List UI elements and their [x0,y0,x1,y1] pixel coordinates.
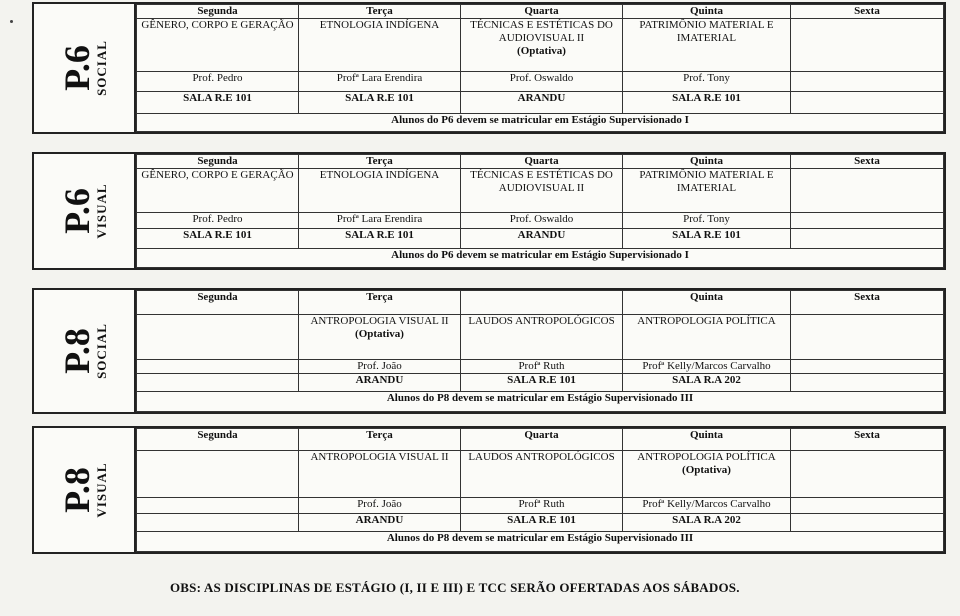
block-label [34,154,136,268]
room-cell: ARANDU [461,228,623,249]
day-header: Quinta [623,5,791,19]
course-cell [299,451,461,497]
course-cell [137,451,299,497]
course-cell [461,19,623,71]
course-title: ANTROPOLOGIA VISUAL II [310,451,449,464]
day-header: Sexta [791,155,944,169]
course-cell [791,169,944,212]
course-title: LAUDOS ANTROPOLÓGICOS [468,315,615,328]
course-title: ANTROPOLOGIA POLÍTICA [637,315,776,328]
day-header: Sexta [791,291,944,315]
course-cell [623,19,791,71]
professor-cell [791,497,944,513]
enrollment-note: Alunos do P8 devem se matricular em Estágio Supervisionado III [137,391,944,411]
track-label: VISUAL [94,462,109,518]
course-cell [623,315,791,359]
professor-cell: Profª Lara Erendira [299,212,461,228]
professor-cell: Prof. Tony [623,71,791,91]
course-title: TÉCNICAS E ESTÉTICAS DO AUDIOVISUAL II [470,19,613,45]
track-label: VISUAL [94,183,109,239]
schedule-block-p8-social [32,288,946,414]
enrollment-note: Alunos do P6 devem se matricular em Estágio Supervisionado I [137,249,944,268]
professor-cell: Prof. Oswaldo [461,71,623,91]
course-cell [791,19,944,71]
professor-cell: Prof. João [299,359,461,373]
professor-cell: Profª Ruth [461,359,623,373]
course-title: ANTROPOLOGIA POLÍTICA [637,451,776,464]
period-label: P.6 [57,45,97,91]
enrollment-note: Alunos do P8 devem se matricular em Estágio Supervisionado III [137,531,944,551]
schedule-table [136,4,944,132]
schedule-table [136,154,944,268]
day-header: Quinta [623,291,791,315]
room-cell [791,91,944,113]
day-header: Quarta [461,155,623,169]
room-cell: SALA R.E 101 [623,228,791,249]
day-header: Segunda [137,291,299,315]
day-header: Segunda [137,429,299,451]
day-header: Terça [299,291,461,315]
block-label [34,4,136,132]
professor-cell: Prof. Pedro [137,71,299,91]
day-header: Terça [299,155,461,169]
room-cell: ARANDU [299,513,461,531]
professor-cell [137,497,299,513]
course-cell [461,315,623,359]
room-cell [137,373,299,391]
period-label: P.6 [57,188,97,234]
professor-cell: Profª Kelly/Marcos Carvalho [623,497,791,513]
block-label [34,428,136,552]
day-header: Quarta [461,5,623,19]
course-title: ANTROPOLOGIA VISUAL II [310,315,449,328]
room-cell: SALA R.E 101 [137,91,299,113]
professor-cell [791,71,944,91]
professor-cell [137,359,299,373]
course-cell [623,451,791,497]
room-cell: SALA R.E 101 [299,91,461,113]
day-header: Quarta [461,429,623,451]
schedule-block-p6-social [32,2,946,134]
day-header: Terça [299,5,461,19]
room-cell: SALA R.E 101 [137,228,299,249]
room-cell [791,513,944,531]
course-cell [791,451,944,497]
optional-tag: (Optativa) [682,464,731,477]
room-cell: SALA R.E 101 [623,91,791,113]
stray-mark [10,20,13,23]
room-cell: SALA R.A 202 [623,513,791,531]
course-title: GÊNERO, CORPO E GERAÇÃO [141,169,294,182]
course-title: GÊNERO, CORPO E GERAÇÃO [141,19,294,32]
period-label: P.8 [57,467,97,513]
course-cell [623,169,791,212]
schedule-block-p8-visual [32,426,946,554]
day-header: Sexta [791,5,944,19]
course-cell [137,315,299,359]
optional-tag: (Optativa) [355,328,404,341]
room-cell: SALA R.A 202 [623,373,791,391]
course-cell [299,315,461,359]
footer-note: OBS: AS DISCIPLINAS DE ESTÁGIO (I, II E III) E TCC SERÃO OFERTADAS AOS SÁBADOS. [170,580,740,595]
track-label: SOCIAL [94,40,109,96]
optional-tag: (Optativa) [517,45,566,58]
professor-cell: Prof. Tony [623,212,791,228]
day-header: Sexta [791,429,944,451]
day-header: Segunda [137,5,299,19]
schedule-table [136,428,944,552]
room-cell: SALA R.E 101 [461,513,623,531]
block-label [34,290,136,412]
professor-cell: Prof. Pedro [137,212,299,228]
day-header: Quinta [623,155,791,169]
professor-cell: Profª Kelly/Marcos Carvalho [623,359,791,373]
course-title: TÉCNICAS E ESTÉTICAS DO AUDIOVISUAL II [470,169,613,195]
professor-cell [791,212,944,228]
course-cell [137,169,299,212]
track-label: SOCIAL [94,323,109,379]
course-title: PATRIMÔNIO MATERIAL E IMATERIAL [639,169,774,195]
schedule-block-p6-visual [32,152,946,270]
room-cell: ARANDU [299,373,461,391]
professor-cell: Profª Lara Erendira [299,71,461,91]
day-header: Terça [299,429,461,451]
course-cell [299,169,461,212]
professor-cell: Profª Ruth [461,497,623,513]
course-title: ETNOLOGIA INDÍGENA [319,169,440,182]
enrollment-note: Alunos do P6 devem se matricular em Estágio Supervisionado I [137,113,944,131]
room-cell: ARANDU [461,91,623,113]
room-cell: SALA R.E 101 [299,228,461,249]
day-header: Quinta [623,429,791,451]
professor-cell: Prof. Oswaldo [461,212,623,228]
course-cell [461,169,623,212]
room-cell [791,373,944,391]
course-cell [461,451,623,497]
room-cell [791,228,944,249]
course-cell [299,19,461,71]
schedule-table [136,290,944,412]
professor-cell: Prof. João [299,497,461,513]
course-title: PATRIMÔNIO MATERIAL E IMATERIAL [639,19,774,45]
room-cell: SALA R.E 101 [461,373,623,391]
period-label: P.8 [57,328,97,374]
professor-cell [791,359,944,373]
course-cell [137,19,299,71]
day-header [461,291,623,315]
day-header: Segunda [137,155,299,169]
course-cell [791,315,944,359]
course-title: ETNOLOGIA INDÍGENA [319,19,440,32]
room-cell [137,513,299,531]
course-title: LAUDOS ANTROPOLÓGICOS [468,451,615,464]
